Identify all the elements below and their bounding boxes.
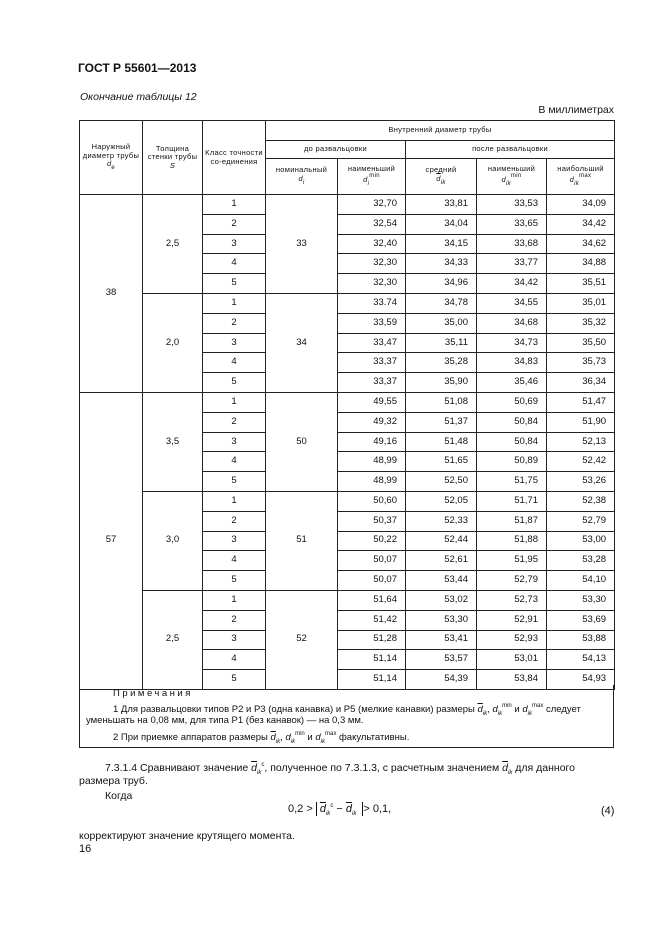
cell-max-after: 35,51: [547, 274, 615, 294]
cell-min-after: 50,84: [477, 432, 547, 452]
cell-min-before: 49,55: [338, 392, 406, 412]
cell-min-after: 52,79: [477, 571, 547, 591]
cell-class: 2: [203, 511, 266, 531]
cell-min-before: 33,37: [338, 353, 406, 373]
cell-average: 35,11: [406, 333, 477, 353]
cell-min-after: 50,69: [477, 392, 547, 412]
table-row: [80, 392, 615, 412]
cell-min-after: 34,73: [477, 333, 547, 353]
cell-min-before: 50,22: [338, 531, 406, 551]
cell-min-after: 53,01: [477, 650, 547, 670]
cell-min-before: 49,32: [338, 412, 406, 432]
cell-max-after: 53,28: [547, 551, 615, 571]
cell-min-after: 33,77: [477, 254, 547, 274]
cell-class: 5: [203, 670, 266, 690]
cell-max-after: 35,32: [547, 313, 615, 333]
cell-max-after: 51,90: [547, 412, 615, 432]
header-outer-diameter: Наружный диаметр трубы $d_e$: [80, 121, 143, 195]
cell-class: 1: [203, 590, 266, 610]
paragraph-7-3-1-4: 7.3.1.4 Сравнивают значение $\overline{d}_{ik}^c$, полученное по 7.3.1.3, с расчетным значением $\overline{d}_{ik}$ для данного: [105, 762, 575, 776]
cell-min-before: 50,60: [338, 491, 406, 511]
formula-number: (4): [601, 805, 615, 817]
cell-min-before: 51,14: [338, 670, 406, 690]
paragraph-correct-torque: корректируют значение крутящего момента.: [79, 830, 295, 842]
cell-nominal: 51: [266, 491, 338, 590]
cell-class: 2: [203, 610, 266, 630]
cell-class: 1: [203, 293, 266, 313]
cell-max-after: 54,13: [547, 650, 615, 670]
header-after-expansion: после развальцовки: [406, 141, 615, 159]
cell-min-after: 52,93: [477, 630, 547, 650]
cell-min-before: 33,37: [338, 373, 406, 393]
cell-nominal: 50: [266, 392, 338, 491]
table-units: В миллиметрах: [538, 104, 614, 116]
cell-nominal: 34: [266, 293, 338, 392]
cell-wall-thickness: 2,0: [143, 293, 203, 392]
cell-class: 5: [203, 472, 266, 492]
data-table: [79, 120, 615, 690]
cell-average: 33,81: [406, 195, 477, 215]
cell-min-after: 52,73: [477, 590, 547, 610]
cell-average: 53,02: [406, 590, 477, 610]
cell-average: 53,41: [406, 630, 477, 650]
cell-average: 35,00: [406, 313, 477, 333]
cell-min-before: 33,59: [338, 313, 406, 333]
cell-max-after: 52,79: [547, 511, 615, 531]
cell-wall-thickness: 3,5: [143, 392, 203, 491]
cell-average: 34,78: [406, 293, 477, 313]
cell-class: 3: [203, 630, 266, 650]
header-average: средний $\overline{d}_{ik}$: [406, 159, 477, 195]
cell-class: 1: [203, 491, 266, 511]
cell-class: 3: [203, 432, 266, 452]
table-row: [80, 491, 615, 511]
cell-max-after: 34,88: [547, 254, 615, 274]
cell-average: 52,05: [406, 491, 477, 511]
note-1: 1 Для развальцовки типов Р2 и Р3 (одна канавка) и Р5 (мелкие канавки) размеры $\overline{d}_{ik}$, $d_{ik}^{min}$ и $d_{ik}^{max}$ следует: [113, 703, 581, 717]
cell-max-after: 53,30: [547, 590, 615, 610]
cell-max-after: 53,88: [547, 630, 615, 650]
cell-min-before: 48,99: [338, 472, 406, 492]
cell-min-after: 50,89: [477, 452, 547, 472]
cell-min-before: 50,37: [338, 511, 406, 531]
cell-class: 4: [203, 254, 266, 274]
header-accuracy-class: Класс точности со-единения: [203, 121, 266, 195]
cell-min-after: 34,42: [477, 274, 547, 294]
cell-min-after: 52,91: [477, 610, 547, 630]
cell-max-after: 54,93: [547, 670, 615, 690]
cell-max-after: 52,38: [547, 491, 615, 511]
cell-min-before: 48,99: [338, 452, 406, 472]
cell-class: 4: [203, 551, 266, 571]
document-header: ГОСТ Р 55601—2013: [78, 61, 197, 75]
cell-min-after: 33,53: [477, 195, 547, 215]
cell-min-before: 50,07: [338, 551, 406, 571]
cell-class: 2: [203, 412, 266, 432]
notes-title: Примечания: [113, 688, 193, 699]
cell-min-after: 34,83: [477, 353, 547, 373]
cell-min-before: 32,40: [338, 234, 406, 254]
cell-max-after: 53,69: [547, 610, 615, 630]
note-2: 2 При приемке аппаратов размеры $\overline{d}_{ik}$, $d_{ik}^{min}$ и $d_{ik}^{max}$ факультативны.: [113, 731, 410, 745]
cell-min-before: 49,16: [338, 432, 406, 452]
cell-class: 4: [203, 353, 266, 373]
cell-max-after: 34,09: [547, 195, 615, 215]
table-caption: Окончание таблицы 12: [80, 91, 197, 103]
cell-min-before: 51,28: [338, 630, 406, 650]
cell-average: 34,96: [406, 274, 477, 294]
cell-max-after: 36,34: [547, 373, 615, 393]
table-notes: [79, 685, 614, 748]
note-1-line-2: уменьшать на 0,08 мм, для типа Р1 (без канавок) — на 0,3 мм.: [86, 715, 364, 726]
cell-min-after: 34,55: [477, 293, 547, 313]
cell-class: 4: [203, 452, 266, 472]
cell-average: 35,28: [406, 353, 477, 373]
cell-min-before: 32,54: [338, 214, 406, 234]
cell-class: 1: [203, 195, 266, 215]
cell-wall-thickness: 2,5: [143, 195, 203, 294]
cell-min-after: 51,71: [477, 491, 547, 511]
cell-average: 53,57: [406, 650, 477, 670]
cell-average: 34,15: [406, 234, 477, 254]
cell-max-after: 53,00: [547, 531, 615, 551]
paragraph-when: Когда: [105, 790, 133, 802]
cell-max-after: 52,13: [547, 432, 615, 452]
cell-class: 1: [203, 392, 266, 412]
cell-min-after: 33,65: [477, 214, 547, 234]
cell-max-after: 51,47: [547, 392, 615, 412]
cell-min-before: 32,30: [338, 254, 406, 274]
cell-nominal: 52: [266, 590, 338, 689]
header-min-after: наименьший $d_{ik}^{min}$: [477, 159, 547, 195]
cell-class: 2: [203, 313, 266, 333]
page-number: 16: [79, 843, 92, 855]
formula-4: $0,2 > \overline{d}_{ik}^c - \overline{d}_{ik} > 0,1$,: [288, 803, 392, 817]
cell-max-after: 35,01: [547, 293, 615, 313]
cell-average: 52,61: [406, 551, 477, 571]
cell-min-after: 35,46: [477, 373, 547, 393]
cell-average: 51,37: [406, 412, 477, 432]
header-min-before: наименьший $d_i^{min}$: [338, 159, 406, 195]
cell-average: 51,65: [406, 452, 477, 472]
cell-average: 35,90: [406, 373, 477, 393]
cell-min-after: 50,84: [477, 412, 547, 432]
cell-average: 54,39: [406, 670, 477, 690]
header-wall-thickness: Толщина стенки трубы S: [143, 121, 203, 195]
cell-average: 52,50: [406, 472, 477, 492]
cell-min-before: 32,30: [338, 274, 406, 294]
cell-outer-diameter: 38: [80, 195, 143, 393]
cell-nominal: 33: [266, 195, 338, 294]
table-row: [80, 293, 615, 313]
table-row: [80, 590, 615, 610]
cell-class: 2: [203, 214, 266, 234]
cell-min-before: 33,47: [338, 333, 406, 353]
cell-class: 3: [203, 531, 266, 551]
cell-min-after: 51,75: [477, 472, 547, 492]
cell-average: 52,44: [406, 531, 477, 551]
paragraph-7-3-1-4-line-2: размера труб.: [79, 775, 148, 787]
cell-wall-thickness: 2,5: [143, 590, 203, 689]
cell-min-before: 51,42: [338, 610, 406, 630]
cell-class: 3: [203, 333, 266, 353]
cell-min-before: 33.74: [338, 293, 406, 313]
cell-class: 3: [203, 234, 266, 254]
cell-min-before: 32,70: [338, 195, 406, 215]
cell-class: 5: [203, 373, 266, 393]
header-nominal: номинальный $d_i$: [266, 159, 338, 195]
cell-average: 34,33: [406, 254, 477, 274]
cell-min-after: 51,95: [477, 551, 547, 571]
cell-class: 4: [203, 650, 266, 670]
cell-outer-diameter: 57: [80, 392, 143, 689]
cell-max-after: 53,26: [547, 472, 615, 492]
cell-min-before: 51,14: [338, 650, 406, 670]
header-inner-diameter: Внутренний диаметр трубы: [266, 121, 615, 141]
cell-average: 53,44: [406, 571, 477, 591]
cell-average: 34,04: [406, 214, 477, 234]
cell-max-after: 52,42: [547, 452, 615, 472]
cell-min-after: 34,68: [477, 313, 547, 333]
cell-min-before: 51,64: [338, 590, 406, 610]
header-max-after: наибольший $d_{ik}^{max}$: [547, 159, 615, 195]
cell-min-after: 51,88: [477, 531, 547, 551]
cell-class: 5: [203, 571, 266, 591]
header-before-expansion: до развальцовки: [266, 141, 406, 159]
cell-class: 5: [203, 274, 266, 294]
cell-average: 51,48: [406, 432, 477, 452]
table-row: [80, 195, 615, 215]
cell-min-before: 50,07: [338, 571, 406, 591]
cell-average: 52,33: [406, 511, 477, 531]
cell-wall-thickness: 3,0: [143, 491, 203, 590]
cell-min-after: 33,68: [477, 234, 547, 254]
cell-max-after: 35,73: [547, 353, 615, 373]
cell-average: 53,30: [406, 610, 477, 630]
cell-min-after: 51,87: [477, 511, 547, 531]
cell-max-after: 54,10: [547, 571, 615, 591]
cell-max-after: 34,42: [547, 214, 615, 234]
cell-max-after: 35,50: [547, 333, 615, 353]
cell-min-after: 53,84: [477, 670, 547, 690]
cell-average: 51,08: [406, 392, 477, 412]
cell-max-after: 34,62: [547, 234, 615, 254]
